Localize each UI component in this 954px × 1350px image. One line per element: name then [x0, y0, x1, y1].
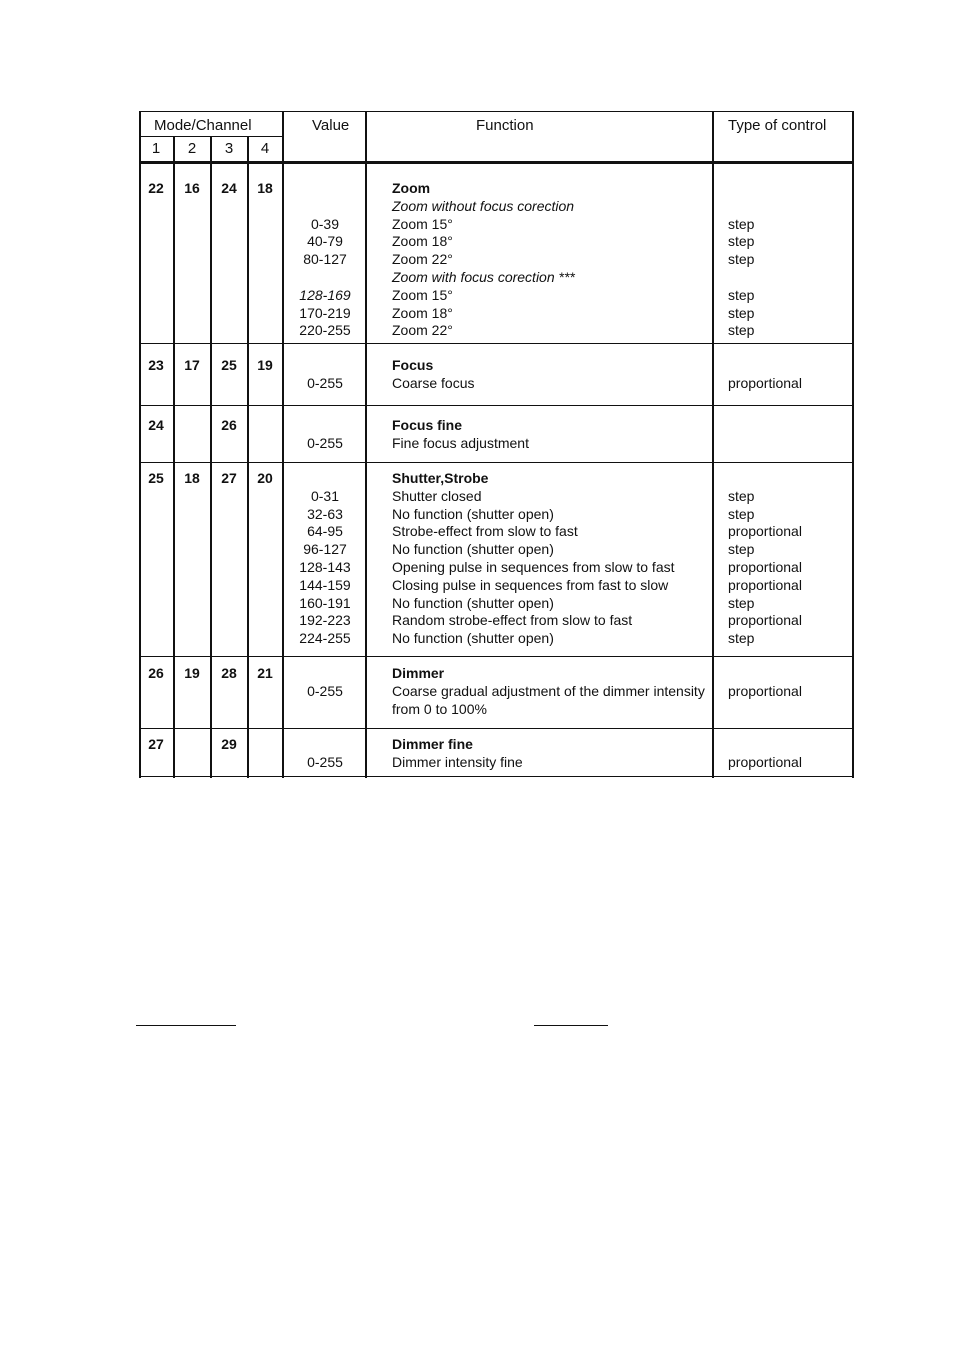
function-title: Dimmer — [392, 665, 445, 681]
channel-number: 19 — [184, 665, 200, 681]
value-range: 80-127 — [303, 251, 347, 268]
value-range: 0-255 — [307, 374, 343, 391]
mode-4-header: 4 — [260, 140, 270, 157]
function-description: Fine focus adjustment — [392, 434, 529, 451]
value-range: 0-255 — [307, 434, 343, 451]
channel-number: 23 — [148, 357, 164, 373]
value-range: 128-143 — [299, 559, 351, 575]
function-description: Zoom 15° — [392, 215, 453, 232]
channel-number: 18 — [257, 180, 273, 196]
channel-number: 16 — [184, 180, 200, 196]
channel-number: 24 — [148, 417, 164, 433]
mode-1-header: 1 — [151, 140, 161, 157]
value-range: 0-255 — [307, 682, 343, 699]
function-description: Zoom 15° — [392, 286, 453, 303]
function-description: Random strobe-effect from slow to fast — [392, 612, 633, 629]
control-type: step — [728, 251, 755, 268]
channel-number: 20 — [257, 470, 273, 486]
function-description: No function (shutter open) — [392, 594, 554, 611]
column-rule — [282, 111, 284, 778]
control-type: proportional — [728, 576, 802, 593]
control-type: step — [728, 215, 755, 232]
function-header: Function — [476, 117, 534, 134]
value-range: 0-39 — [310, 215, 340, 232]
channel-number: 19 — [257, 357, 273, 373]
function-title: Zoom — [392, 180, 431, 196]
function-description: from 0 to 100% — [392, 700, 487, 717]
channel-number: 24 — [221, 180, 237, 196]
value-range: 128-169 — [299, 286, 351, 303]
type-of-control-header: Type of control — [728, 117, 827, 134]
value-header: Value — [312, 117, 350, 134]
channel-number: 25 — [221, 357, 237, 373]
value-range: 64-95 — [307, 523, 343, 540]
function-description: Coarse gradual adjustment of the dimmer intensity — [392, 682, 705, 699]
value-range: 96-127 — [303, 541, 347, 558]
function-description: Closing pulse in sequences from fast to slow — [392, 576, 669, 593]
control-type: step — [728, 322, 755, 339]
value-range: 160-191 — [299, 594, 351, 611]
function-description: No function (shutter open) — [392, 541, 554, 558]
function-title: Dimmer fine — [392, 736, 473, 752]
table-top-border — [139, 111, 854, 112]
function-description: Zoom with focus corection *** — [392, 269, 575, 285]
value-range: 170-219 — [299, 304, 351, 321]
control-type: proportional — [728, 559, 802, 575]
control-type: step — [728, 594, 755, 611]
function-description: Strobe-effect from slow to fast — [392, 523, 578, 540]
footnote-rule-right — [534, 1025, 608, 1026]
value-range: 144-159 — [299, 576, 351, 593]
value-range: 192-223 — [299, 612, 351, 629]
control-type: proportional — [728, 753, 802, 770]
channel-number: 26 — [221, 417, 237, 433]
function-title: Focus fine — [392, 417, 463, 433]
channel-number: 27 — [221, 470, 237, 486]
control-type: step — [728, 541, 755, 558]
value-range: 0-255 — [307, 753, 343, 770]
channel-number: 25 — [148, 470, 164, 486]
column-rule — [365, 111, 367, 778]
value-range: 40-79 — [307, 233, 343, 250]
function-description: Zoom 18° — [392, 304, 453, 321]
function-title: Shutter,Strobe — [392, 470, 489, 486]
footnote-rule-left — [136, 1025, 236, 1026]
function-description: Zoom 22° — [392, 322, 453, 339]
channel-number: 22 — [148, 180, 164, 196]
mode-channel-header: Mode/Channel — [154, 117, 252, 134]
function-description: No function (shutter open) — [392, 630, 554, 647]
channel-number: 26 — [148, 665, 164, 681]
column-rule — [712, 111, 714, 778]
mode-3-header: 3 — [224, 140, 234, 157]
function-description: No function (shutter open) — [392, 505, 554, 522]
control-type: proportional — [728, 523, 802, 540]
function-description: Zoom 18° — [392, 233, 453, 250]
channel-number: 17 — [184, 357, 200, 373]
channel-number: 21 — [257, 665, 273, 681]
control-type: step — [728, 487, 755, 504]
function-description: Coarse focus — [392, 374, 475, 391]
control-type: proportional — [728, 612, 802, 629]
control-type: step — [728, 286, 755, 303]
dmx-channel-table — [139, 111, 854, 778]
function-description: Shutter closed — [392, 487, 482, 504]
function-description: Opening pulse in sequences from slow to fast — [392, 559, 675, 575]
function-description: Zoom without focus corection — [392, 197, 575, 214]
value-range: 0-31 — [310, 487, 340, 504]
channel-number: 27 — [148, 736, 164, 752]
control-type: step — [728, 630, 755, 647]
function-description: Dimmer intensity fine — [392, 753, 523, 770]
function-title: Focus — [392, 357, 434, 373]
channel-number: 28 — [221, 665, 237, 681]
function-description: Zoom 22° — [392, 251, 453, 268]
channel-number: 18 — [184, 470, 200, 486]
control-type: proportional — [728, 374, 802, 391]
column-rule — [852, 111, 854, 778]
control-type: step — [728, 304, 755, 321]
control-type: step — [728, 505, 755, 522]
control-type: proportional — [728, 682, 802, 699]
value-range: 220-255 — [299, 322, 351, 339]
value-range: 32-63 — [307, 505, 343, 522]
value-range: 224-255 — [299, 630, 351, 647]
channel-number: 29 — [221, 736, 237, 752]
mode-2-header: 2 — [187, 140, 197, 157]
control-type: step — [728, 233, 755, 250]
